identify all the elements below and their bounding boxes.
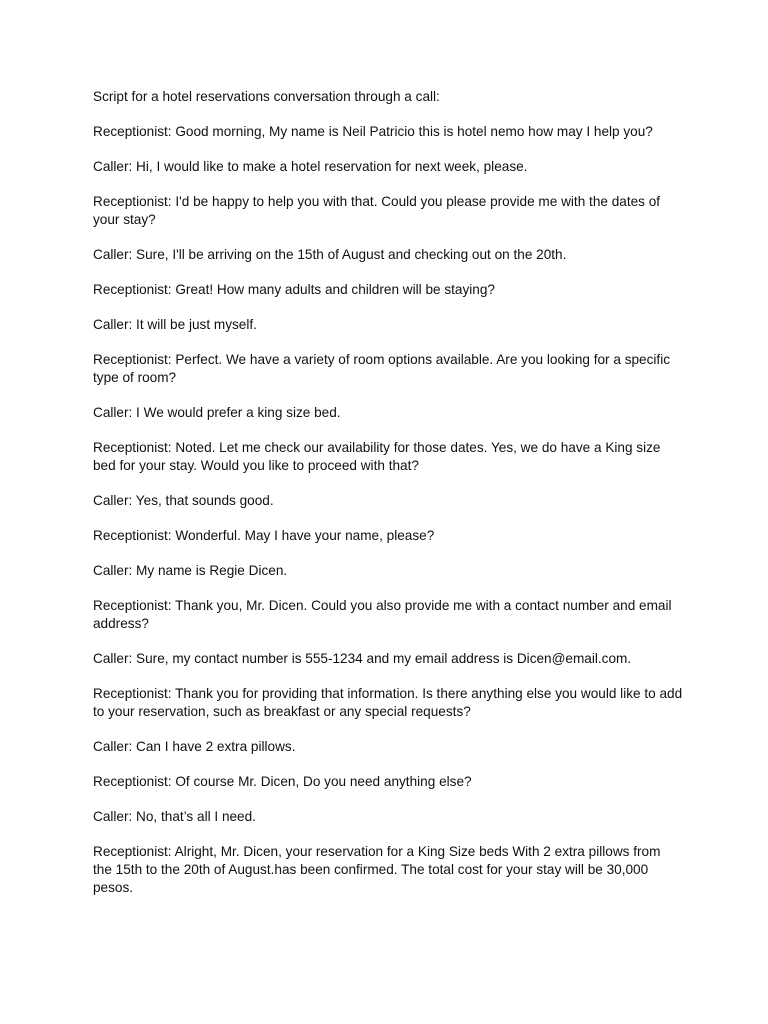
dialogue-line: Receptionist: Perfect. We have a variety of room options available. Are you looking for a specific type of room? [93,352,671,385]
dialogue-line: Caller: Sure, my contact number is 555-1234 and my email address is Dicen@email.com. [93,651,632,666]
dialogue-line: Receptionist: Noted. Let me check our availability for those dates. Yes, we do have a King size bed for your stay. Would you like to proceed with that? [93,440,661,473]
dialogue-line: Caller: Sure, I'll be arriving on the 15th of August and checking out on the 20th. [93,247,567,262]
dialogue-line: Caller: No, that’s all I need. [93,809,256,824]
dialogue-line: Receptionist: I'd be happy to help you with that. Could you please provide me with the dates of your stay? [93,194,661,227]
document-body [93,88,683,914]
dialogue-line: Receptionist: Of course Mr. Dicen, Do you need anything else? [93,774,472,789]
dialogue-line: Receptionist: Good morning, My name is Neil Patricio this is hotel nemo how may I help you? [93,124,653,139]
dialogue-line: Caller: Can I have 2 extra pillows. [93,739,296,754]
dialogue-line: Receptionist: Alright, Mr. Dicen, your reservation for a King Size beds With 2 extra pillows from the 15th to the 20th of August.has been confirmed. The total cost for your stay will be 30,000 pesos. [93,844,661,895]
dialogue-line: Caller: It will be just myself. [93,317,257,332]
dialogue-line: Receptionist: Wonderful. May I have your name, please? [93,528,435,543]
document-title: Script for a hotel reservations conversation through a call: [93,89,440,104]
dialogue-line: Caller: Yes, that sounds good. [93,493,274,508]
dialogue-line: Receptionist: Thank you, Mr. Dicen. Could you also provide me with a contact number and email address? [93,598,672,631]
dialogue-line: Caller: My name is Regie Dicen. [93,563,288,578]
dialogue-line: Caller: I We would prefer a king size bed. [93,405,341,420]
dialogue-line: Caller: Hi, I would like to make a hotel reservation for next week, please. [93,159,528,174]
dialogue-line: Receptionist: Great! How many adults and children will be staying? [93,282,495,297]
dialogue-line: Receptionist: Thank you for providing that information. Is there anything else you would like to add to your reservation, such as breakfast or any special requests? [93,686,683,719]
